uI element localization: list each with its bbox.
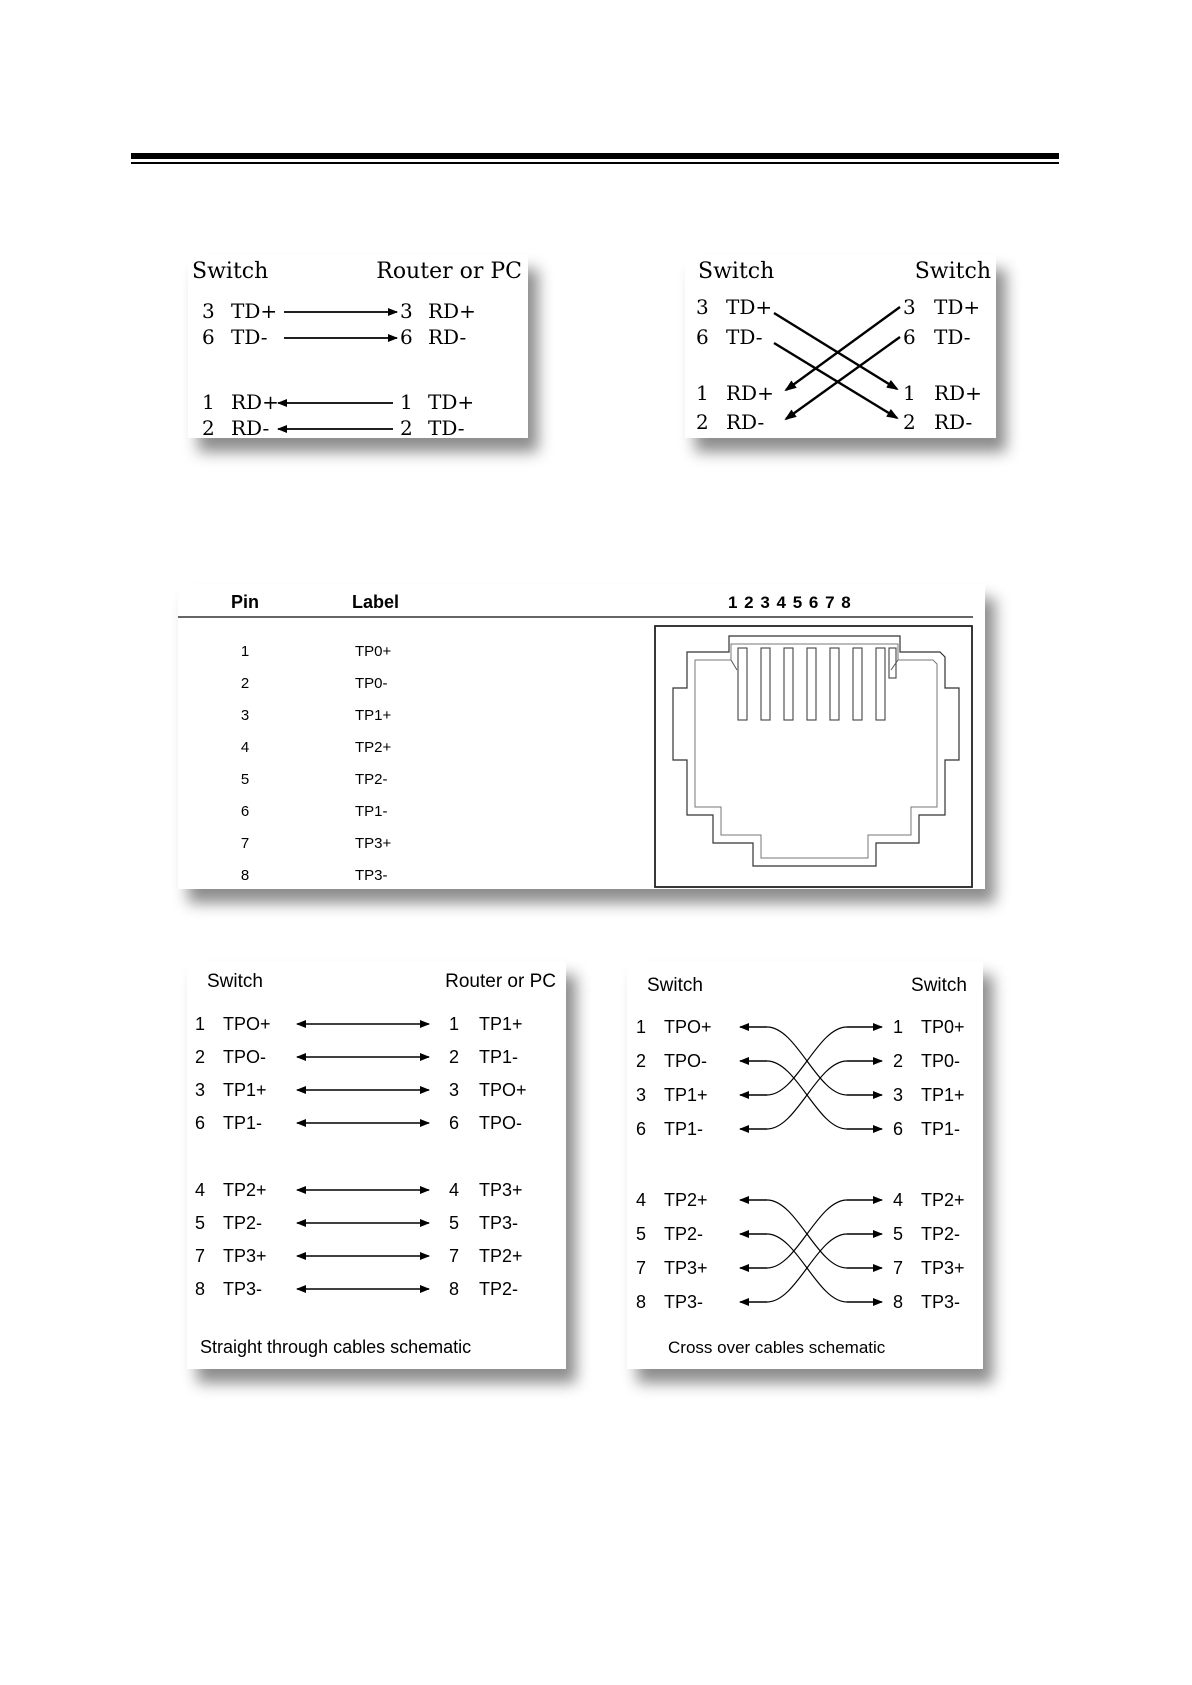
right-header: Router or PC	[376, 259, 522, 284]
pin-label: TP1-	[355, 803, 388, 820]
left-pin-number: 5	[195, 1213, 206, 1233]
right-pin-label: RD+	[934, 381, 982, 405]
left-pin-label: TP2-	[664, 1224, 704, 1244]
left-header: Switch	[192, 259, 269, 284]
left-pin-number: 7	[195, 1246, 206, 1266]
left-pin-label: TP1+	[664, 1085, 708, 1105]
left-pin-label: TP3-	[664, 1292, 704, 1312]
right-pin-label: TP0+	[921, 1017, 965, 1037]
right-pin-number: 3	[400, 299, 413, 323]
pin-label: TP1+	[355, 707, 392, 724]
right-pin-label: TP2-	[479, 1279, 519, 1299]
right-pin-number: 2	[893, 1051, 904, 1071]
right-pin-label: TP1+	[479, 1014, 523, 1034]
pin-label: TP0-	[355, 675, 388, 692]
left-pin-number: 2	[195, 1047, 206, 1067]
left-pin-label: TPO+	[223, 1014, 271, 1034]
straight-wiring-diagram-simple	[188, 255, 528, 438]
pin-column-header: Pin	[230, 592, 260, 612]
left-pin-number: 7	[636, 1258, 647, 1278]
left-pin-number: 2	[202, 416, 215, 438]
left-pin-label: TP2+	[664, 1190, 708, 1210]
right-pin-number: 1	[893, 1017, 904, 1037]
right-pin-number: 6	[903, 325, 916, 349]
left-pin-label: RD-	[231, 416, 270, 438]
pin-number: 7	[240, 835, 250, 852]
left-pin-number: 6	[202, 325, 215, 349]
pin-number: 4	[240, 739, 250, 756]
left-pin-label: TD+	[231, 299, 278, 323]
left-pin-label: RD-	[726, 410, 765, 434]
right-pin-label: TP2-	[921, 1224, 961, 1244]
right-pin-label: TP1+	[921, 1085, 965, 1105]
straight-wiring-panel-simple	[188, 255, 528, 438]
right-pin-number: 1	[400, 390, 413, 414]
crossover-wiring-diagram-simple	[685, 255, 996, 438]
cross-wire	[767, 1200, 847, 1268]
right-header: Switch	[911, 975, 967, 996]
right-pin-label: TD-	[428, 416, 465, 438]
right-pin-number: 6	[449, 1113, 460, 1133]
left-pin-label: TD-	[726, 325, 763, 349]
right-pin-label: TP0-	[921, 1051, 961, 1071]
right-pin-label: RD-	[934, 410, 973, 434]
left-pin-label: RD+	[726, 381, 774, 405]
right-pin-number: 7	[449, 1246, 460, 1266]
crossover-wiring-panel-simple	[685, 255, 996, 438]
left-header: Switch	[647, 975, 703, 996]
rj45-pinout-panel	[178, 584, 985, 889]
left-pin-label: TP1-	[223, 1113, 263, 1133]
right-pin-label: RD-	[428, 325, 467, 349]
right-header: Router or PC	[445, 971, 556, 992]
pin-number: 6	[240, 803, 250, 820]
right-pin-label: TPO-	[479, 1113, 522, 1133]
left-pin-label: TP2-	[223, 1213, 263, 1233]
left-pin-label: RD+	[231, 390, 279, 414]
left-pin-number: 1	[202, 390, 215, 414]
pin-label: TP2-	[355, 771, 388, 788]
right-pin-number: 5	[893, 1224, 904, 1244]
right-pin-number: 3	[893, 1085, 904, 1105]
left-pin-label: TP2+	[223, 1180, 267, 1200]
right-pin-label: TP1-	[921, 1119, 961, 1139]
left-pin-number: 2	[636, 1051, 647, 1071]
right-header: Switch	[914, 259, 991, 284]
right-pin-label: TP1-	[479, 1047, 519, 1067]
left-pin-label: TPO+	[664, 1017, 712, 1037]
right-pin-number: 8	[893, 1292, 904, 1312]
schematic-caption: Cross over cables schematic	[668, 1338, 886, 1357]
cross-wire	[767, 1234, 847, 1302]
pin-number: 3	[240, 707, 250, 724]
left-pin-number: 5	[636, 1224, 647, 1244]
pin-label: TP0+	[355, 643, 392, 660]
left-header: Switch	[207, 971, 263, 992]
right-pin-number: 2	[449, 1047, 460, 1067]
crossover-diagram	[627, 961, 983, 1369]
right-pin-label: TD+	[428, 390, 475, 414]
connector-pin-numbers: 1 2 3 4 5 6 7 8	[728, 593, 852, 612]
left-pin-label: TP3+	[223, 1246, 267, 1266]
left-pin-number: 4	[636, 1190, 647, 1210]
left-pin-number: 8	[636, 1292, 647, 1312]
rj45-jack-drawing	[655, 626, 972, 887]
left-pin-number: 3	[202, 299, 215, 323]
right-pin-label: TP3+	[479, 1180, 523, 1200]
header-rule-thick	[131, 153, 1059, 159]
left-header: Switch	[698, 259, 775, 284]
left-pin-label: TD-	[231, 325, 268, 349]
pin-number: 2	[240, 675, 250, 692]
right-pin-number: 2	[400, 416, 413, 438]
left-pin-label: TPO-	[664, 1051, 707, 1071]
left-pin-number: 6	[696, 325, 709, 349]
right-pin-number: 3	[449, 1080, 460, 1100]
pin-label: TP3-	[355, 867, 388, 884]
left-pin-number: 1	[195, 1014, 206, 1034]
right-pin-number: 4	[893, 1190, 904, 1210]
left-pin-number: 3	[696, 295, 709, 319]
pin-number: 1	[240, 643, 250, 660]
right-pin-number: 7	[893, 1258, 904, 1278]
left-pin-number: 6	[636, 1119, 647, 1139]
pin-label: TP3+	[355, 835, 392, 852]
right-pin-label: TP2+	[921, 1190, 965, 1210]
right-pin-number: 2	[903, 410, 916, 434]
right-pin-number: 5	[449, 1213, 460, 1233]
straight-through-diagram	[187, 961, 566, 1369]
right-pin-number: 1	[449, 1014, 460, 1034]
schematic-caption: Straight through cables schematic	[200, 1337, 472, 1357]
left-pin-number: 2	[696, 410, 709, 434]
right-pin-label: RD+	[428, 299, 476, 323]
rj45-pinout-diagram	[178, 584, 985, 889]
left-pin-label: TPO-	[223, 1047, 266, 1067]
right-pin-label: TD+	[934, 295, 981, 319]
right-pin-label: TP3+	[921, 1258, 965, 1278]
right-pin-number: 6	[400, 325, 413, 349]
crossover-panel	[627, 961, 983, 1369]
pin-number: 5	[240, 771, 250, 788]
right-pin-label: TPO+	[479, 1080, 527, 1100]
left-pin-number: 1	[696, 381, 709, 405]
left-pin-label: TP3+	[664, 1258, 708, 1278]
right-pin-number: 3	[903, 295, 916, 319]
right-pin-label: TD-	[934, 325, 971, 349]
left-pin-number: 3	[636, 1085, 647, 1105]
cross-wire	[767, 1027, 847, 1095]
right-pin-number: 4	[449, 1180, 460, 1200]
cross-wire	[767, 1061, 847, 1129]
left-pin-label: TD+	[726, 295, 773, 319]
right-pin-label: TP3-	[479, 1213, 519, 1233]
right-pin-label: TP3-	[921, 1292, 961, 1312]
left-pin-number: 6	[195, 1113, 206, 1133]
left-pin-number: 1	[636, 1017, 647, 1037]
pin-number: 8	[240, 867, 250, 884]
left-pin-label: TP3-	[223, 1279, 263, 1299]
left-pin-number: 4	[195, 1180, 206, 1200]
left-pin-label: TP1+	[223, 1080, 267, 1100]
label-column-header: Label	[352, 592, 400, 612]
left-pin-label: TP1-	[664, 1119, 704, 1139]
header-rule-thin	[131, 162, 1059, 164]
right-pin-number: 8	[449, 1279, 460, 1299]
right-pin-number: 1	[903, 381, 916, 405]
right-pin-label: TP2+	[479, 1246, 523, 1266]
pin-label: TP2+	[355, 739, 392, 756]
left-pin-number: 8	[195, 1279, 206, 1299]
left-pin-number: 3	[195, 1080, 206, 1100]
straight-through-panel	[187, 961, 566, 1369]
right-pin-number: 6	[893, 1119, 904, 1139]
